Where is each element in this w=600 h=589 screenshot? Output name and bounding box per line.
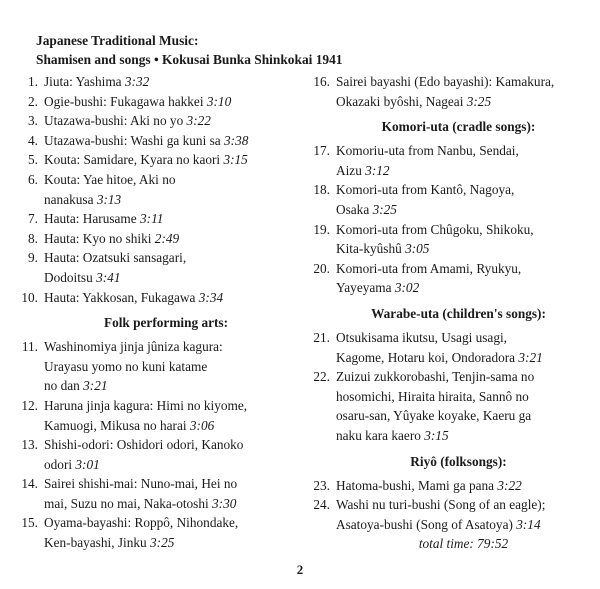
track-line (44, 474, 298, 494)
track-duration: 3:22 (186, 113, 211, 129)
track-item (14, 131, 298, 151)
track-duration: 3:38 (224, 132, 249, 148)
track-line (44, 396, 298, 416)
track-title: Aizu (336, 162, 366, 178)
track-line (336, 72, 591, 92)
track-title: Oyama-bayashi: Roppô, Nihondake, (44, 515, 239, 531)
track-line (44, 357, 298, 377)
track-duration: 2:49 (154, 230, 180, 246)
track-duration: 3:01 (75, 456, 100, 472)
track-list (306, 72, 591, 111)
track-line (336, 92, 591, 112)
track-number: 5. (28, 152, 38, 168)
track-item (14, 209, 298, 229)
track-duration: 3:25 (372, 201, 397, 217)
track-duration: 3:32 (124, 74, 150, 89)
track-number: 14. (21, 476, 38, 492)
track-duration: 3:21 (518, 349, 543, 365)
track-title: Okazaki byôshi, Nageai (336, 93, 467, 109)
track-line (336, 220, 591, 240)
page-number: 2 (296, 562, 304, 577)
track-line (336, 348, 591, 368)
track-line (336, 259, 591, 279)
track-text (38, 131, 298, 151)
track-number: 1. (28, 74, 38, 89)
track-line (336, 495, 591, 515)
track-title: hosomichi, Hiraita hiraita, Sannô no (336, 388, 529, 404)
track-title: Asatoya-bushi (Song of Asatoya) (336, 516, 517, 532)
track-duration: 3:06 (189, 417, 215, 433)
track-item (14, 337, 298, 396)
track-text (38, 72, 298, 92)
track-text (38, 337, 298, 396)
track-text (38, 170, 298, 209)
track-text (38, 111, 298, 131)
right-column (306, 72, 591, 553)
track-item (306, 141, 591, 180)
track-item (306, 220, 591, 259)
track-line (336, 141, 591, 161)
track-text (330, 141, 591, 180)
track-number: 22. (313, 369, 330, 385)
track-item (14, 288, 298, 308)
track-number: 9. (28, 250, 38, 266)
track-duration: 3:15 (223, 152, 248, 168)
track-text (330, 367, 591, 445)
track-title: Jiuta: Yashima (44, 74, 125, 89)
track-number: 11. (21, 339, 38, 355)
track-title: osaru-san, Yûyake koyake, Kaeru ga (336, 408, 532, 424)
track-duration: 3:21 (83, 378, 108, 394)
track-title: Komori-uta from Kantô, Nagoya, (336, 182, 515, 198)
track-text (38, 229, 298, 249)
total-time: total time: 79:52 (418, 536, 509, 552)
track-item (14, 435, 298, 474)
track-line (336, 161, 591, 181)
track-line (44, 72, 298, 92)
track-line (44, 288, 298, 308)
left-column (14, 72, 298, 553)
track-title: Utazawa-bushi: Washi ga kuni sa (44, 132, 224, 148)
track-text (38, 248, 298, 287)
track-item (14, 474, 298, 513)
track-item (306, 476, 591, 496)
track-title: nanakusa (44, 191, 97, 207)
track-item (14, 513, 298, 552)
section-heading-warabe-uta: Warabe-uta (children's songs): (371, 305, 546, 321)
track-item (14, 229, 298, 249)
track-text (330, 180, 591, 219)
track-item (306, 367, 591, 445)
track-line (336, 278, 591, 298)
track-number: 7. (28, 211, 38, 227)
track-title: Kita-kyûshû (336, 241, 406, 257)
header-title: Japanese Traditional Music: (36, 33, 199, 48)
track-line (44, 268, 298, 288)
track-number: 19. (313, 221, 330, 237)
track-item (14, 150, 298, 170)
track-item (306, 180, 591, 219)
track-duration: 3:25 (150, 535, 175, 551)
track-title: Sairei shishi-mai: Nuno-mai, Hei no (44, 476, 238, 492)
track-title: Ken-bayashi, Jinku (44, 535, 150, 551)
track-text (330, 220, 591, 259)
track-item (14, 111, 298, 131)
track-duration: 3:22 (497, 477, 522, 493)
track-list (306, 476, 591, 535)
track-number: 18. (313, 182, 330, 198)
track-number: 10. (21, 289, 38, 305)
header-subtitle: Shamisen and songs • Kokusai Bunka Shinkokai 1941 (36, 52, 343, 67)
track-item (14, 72, 298, 92)
track-title: Osaka (336, 201, 373, 217)
track-line (336, 515, 591, 535)
section-heading-riyo: Riyô (folksongs): (410, 453, 507, 469)
track-number: 6. (28, 171, 38, 187)
track-title: Komori-uta from Amami, Ryukyu, (336, 260, 522, 276)
track-number: 21. (313, 329, 330, 345)
track-line (44, 209, 298, 229)
track-line (44, 229, 298, 249)
track-line (44, 416, 298, 436)
track-duration: 3:15 (424, 427, 449, 443)
track-duration: 3:10 (206, 93, 232, 109)
track-duration: 3:41 (96, 269, 121, 285)
track-title: Ogie-bushi: Fukagawa hakkei (44, 93, 207, 109)
track-line (44, 248, 298, 268)
track-title: odori (44, 456, 76, 472)
track-line (44, 131, 298, 151)
track-title: mai, Suzu no mai, Naka-otoshi (44, 495, 213, 511)
track-title: Kagome, Hotaru koi, Ondoradora (336, 349, 519, 365)
section-heading-folk-performing-arts: Folk performing arts: (103, 315, 229, 331)
track-title: Utazawa-bushi: Aki no yo (44, 113, 187, 129)
track-title: Hauta: Yakkosan, Fukagawa (44, 289, 199, 305)
track-title: Hatoma-bushi, Mami ga pana (336, 477, 498, 493)
track-line (336, 406, 591, 426)
track-title: Washi nu turi-bushi (Song of an eagle); (336, 497, 546, 513)
track-text (330, 328, 591, 367)
track-duration: 3:11 (140, 211, 164, 227)
track-duration: 3:05 (405, 241, 430, 257)
track-line (336, 239, 591, 259)
track-line (44, 435, 298, 455)
track-number: 16. (313, 74, 330, 89)
track-item (14, 248, 298, 287)
track-number: 4. (28, 132, 38, 148)
track-title: no dan (44, 378, 84, 394)
track-number: 8. (28, 230, 38, 246)
track-line (44, 337, 298, 357)
track-title: Yayeyama (336, 280, 395, 296)
track-text (38, 209, 298, 229)
track-list (306, 141, 591, 298)
track-title: Kouta: Yae hitoe, Aki no (44, 171, 176, 187)
track-line (336, 387, 591, 407)
track-text (38, 435, 298, 474)
track-list (14, 72, 298, 307)
track-title: Shishi-odori: Oshidori odori, Kanoko (44, 437, 244, 453)
track-title: Washinomiya jinja jûniza kagura: (44, 339, 223, 355)
track-number: 15. (21, 515, 38, 531)
track-list (306, 328, 591, 446)
track-line (44, 455, 298, 475)
track-duration: 3:25 (466, 93, 492, 109)
track-item (306, 259, 591, 298)
track-number: 24. (313, 497, 330, 513)
track-line (336, 476, 591, 496)
track-title: Otsukisama ikutsu, Usagi usagi, (336, 329, 508, 345)
track-text (38, 396, 298, 435)
track-title: Sairei bayashi (Edo bayashi): Kamakura, (336, 74, 555, 89)
track-line (44, 111, 298, 131)
track-text (330, 476, 591, 496)
track-title: Hauta: Harusame (44, 211, 140, 227)
track-text (330, 72, 591, 111)
track-title: Zuizui zukkorobashi, Tenjin-sama no (336, 369, 535, 385)
track-duration: 3:12 (365, 162, 390, 178)
track-list (14, 337, 298, 553)
track-line (44, 513, 298, 533)
track-title: Komori-uta from Chûgoku, Shikoku, (336, 221, 534, 237)
track-item (306, 72, 591, 111)
track-title: Haruna jinja kagura: Himi no kiyome, (44, 397, 248, 413)
track-item (306, 328, 591, 367)
track-duration: 3:30 (212, 495, 237, 511)
track-title: Komoriu-uta from Nanbu, Sendai, (336, 143, 519, 159)
track-text (38, 288, 298, 308)
track-item (14, 396, 298, 435)
track-line (44, 150, 298, 170)
track-line (44, 494, 298, 514)
track-title: Dodoitsu (44, 269, 97, 285)
track-number: 2. (28, 93, 38, 109)
track-item (14, 170, 298, 209)
track-text (38, 150, 298, 170)
track-text (38, 92, 298, 112)
track-line (336, 328, 591, 348)
track-duration: 3:02 (394, 280, 420, 296)
track-number: 12. (21, 397, 38, 413)
track-title: Kouta: Samidare, Kyara no kaori (44, 152, 224, 168)
track-text (38, 513, 298, 552)
track-line (44, 170, 298, 190)
track-line (336, 426, 591, 446)
track-duration: 3:34 (198, 289, 224, 305)
track-number: 20. (313, 260, 330, 276)
track-text (330, 259, 591, 298)
section-heading-komori-uta: Komori-uta (cradle songs): (381, 119, 536, 135)
track-title: Hauta: Ozatsuki sansagari, (44, 250, 187, 266)
track-title: naku kara kaero (336, 427, 425, 443)
track-number: 23. (313, 477, 330, 493)
track-number: 17. (313, 143, 330, 159)
track-number: 13. (21, 437, 38, 453)
track-title: Urayasu yomo no kuni katame (44, 358, 208, 374)
track-line (44, 190, 298, 210)
track-line (336, 180, 591, 200)
track-line (44, 376, 298, 396)
track-line (44, 533, 298, 553)
document-header (36, 31, 576, 69)
track-text (330, 495, 591, 534)
track-line (44, 92, 298, 112)
track-line (336, 200, 591, 220)
track-title: Kamuogi, Mikusa no harai (44, 417, 190, 433)
track-line (336, 367, 591, 387)
track-title: Hauta: Kyo no shiki (44, 230, 155, 246)
track-duration: 3:14 (516, 516, 541, 532)
track-item (14, 92, 298, 112)
track-text (38, 474, 298, 513)
track-duration: 3:13 (96, 191, 122, 207)
track-number: 3. (28, 113, 38, 129)
track-item (306, 495, 591, 534)
